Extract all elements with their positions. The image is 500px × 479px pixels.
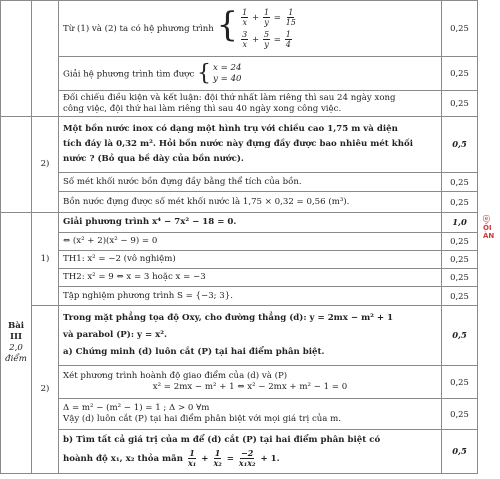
table-row — [1, 399, 478, 430]
table-row — [1, 287, 478, 306]
question-number: 1) — [32, 213, 59, 306]
points-cell: 0,25 — [442, 399, 478, 430]
system-equation-cell — [59, 1, 442, 57]
step-text: Δ = m² − (m² − 1) = 1 ; Δ > 0 ∀m — [63, 403, 210, 413]
points-cell: 0,25 — [442, 57, 478, 91]
table-row — [1, 430, 478, 474]
points-cell: 0,25 — [442, 91, 478, 117]
solution-system: { x = 24 y = 40 — [197, 60, 242, 86]
section-cell-empty — [1, 1, 32, 117]
table-row — [1, 269, 478, 287]
points-cell: 0,5 — [442, 430, 478, 474]
step-text: Đối chiếu điều kiện và kết luận: đội thứ nhất làm riêng thì sau 24 ngày xong — [63, 92, 396, 103]
table-row — [1, 306, 478, 366]
section-cell-empty — [1, 117, 32, 213]
red-stamp-fragment: ⓔ ỐI ÀN — [483, 215, 495, 240]
table-row — [1, 366, 478, 399]
points-cell: 1,0 — [442, 213, 478, 233]
points-cell: 0,5 — [442, 306, 478, 366]
step-text: Vậy (d) luôn cắt (P) tại hai điểm phân biệt với mọi giá trị của m. — [63, 414, 342, 424]
table-row — [1, 117, 478, 173]
points-cell: 0,25 — [442, 287, 478, 306]
table-row — [1, 57, 478, 91]
step-text: Xét phương trình hoành độ giao điểm của (d) và (P) — [63, 371, 288, 381]
table-row — [1, 233, 478, 251]
step-cell — [59, 366, 442, 399]
table-row — [1, 213, 478, 233]
solve-system-cell — [59, 57, 442, 91]
problem-statement: Một bồn nước inox có dạng một hình trụ với chiều cao 1,75 m và diện tích đáy là 0,32 m². Hỏi bồn nước này đựng đầy được bao nhiêu mét khối nước ? (Bỏ qua bề dày của bồn nước). — [59, 117, 442, 173]
step-text: Bồn nước đựng được số mét khối nước là 1,75 × 0,32 = 0,56 (m³). — [59, 192, 442, 213]
points-cell: 0,25 — [442, 233, 478, 251]
step-text: Tập nghiệm phương trình S = {−3; 3}. — [59, 287, 442, 306]
step-text: TH2: x² = 9 ⇔ x = 3 hoặc x = −3 — [59, 269, 442, 287]
step-text: ⇔ (x² + 2)(x² − 9) = 0 — [59, 233, 442, 251]
points-cell: 0,25 — [442, 366, 478, 399]
step-cell — [59, 399, 442, 430]
table-row — [1, 1, 478, 57]
problem-statement: Giải phương trình x⁴ − 7x² − 18 = 0. — [59, 213, 442, 233]
points-cell: 0,25 — [442, 269, 478, 287]
question-number: 2) — [32, 306, 59, 474]
points-cell: 0,25 — [442, 251, 478, 269]
points-cell: 0,25 — [442, 1, 478, 57]
points-cell: 0,25 — [442, 192, 478, 213]
table-row — [1, 251, 478, 269]
section-points: 2,0 điểm — [5, 343, 27, 364]
step-text: Số mét khối nước bồn đựng đầy bằng thể tích của bồn. — [59, 173, 442, 192]
question-number: 2) — [32, 117, 59, 213]
table-row — [1, 192, 478, 213]
step-text: Giải hệ phương trình tìm được — [63, 69, 195, 79]
section-label-cell — [1, 213, 32, 474]
step-text: Từ (1) và (2) ta có hệ phương trình — [63, 24, 214, 34]
step-equation: x² = 2mx − m² + 1 ⇔ x² − 2mx + m² − 1 = 0 — [152, 382, 348, 392]
problem-statement: Trong mặt phẳng tọa độ Oxy, cho đường thẳng (d): y = 2mx − m² + 1 và parabol (P): y = x². a) Chứng minh (d) luôn cắt (P) tại hai điểm phân biệt. — [59, 306, 442, 366]
points-cell: 0,5 — [442, 117, 478, 173]
step-text: TH1: x² = −2 (vô nghiệm) — [59, 251, 442, 269]
question-number-cell-empty — [32, 1, 59, 117]
points-cell: 0,25 — [442, 173, 478, 192]
section-title: Bài III — [7, 321, 25, 342]
table-row — [1, 91, 478, 117]
conclusion-cell — [59, 91, 442, 117]
step-text: công việc, đội thứ hai làm riêng thì sau 40 ngày xong công việc. — [63, 103, 342, 114]
problem-statement: b) Tìm tất cả giá trị của m để (d) cắt (P) tại hai điểm phân biệt có hoành độ x₁, x₂ thỏa mãn $\frac{1}{\text{x₁}}$ + $\frac{1}{\text{x₂}}$ = $\frac{-2}{\text{x₁x₂}}$ + 1. — [59, 430, 442, 474]
equation-system: { $\frac{1}{x}$ + $\frac{1}{y}$ = $\frac{1}{15}$ $\frac{3}{x}$ + $\frac{5}{y}$ = $\frac{1}{4}$ — [216, 5, 296, 49]
table-row — [1, 173, 478, 192]
